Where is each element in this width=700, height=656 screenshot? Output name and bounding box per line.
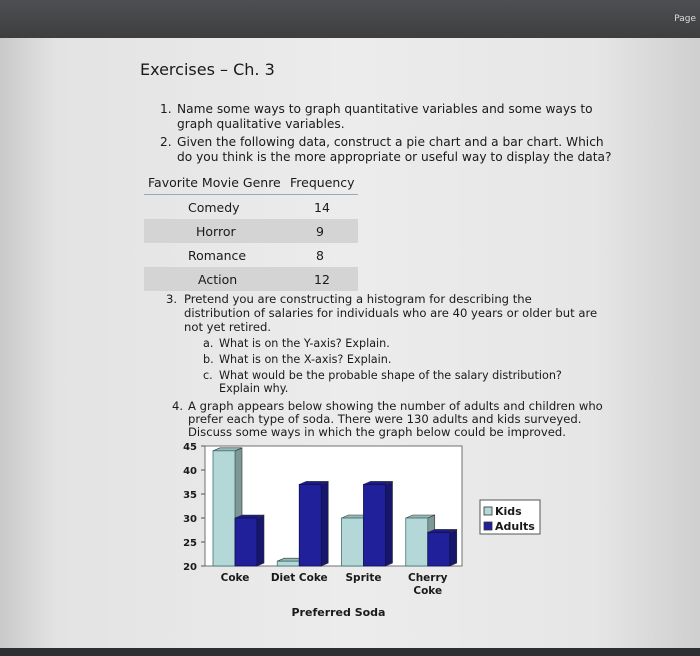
question-line: not yet retired. — [184, 320, 271, 334]
subitem-letter: a. — [203, 337, 214, 350]
bar-kids — [342, 518, 364, 566]
question-line: graph qualitative variables. — [177, 117, 345, 131]
question-line: distribution of salaries for individuals who are 40 years or older but are — [184, 306, 598, 320]
page-indicator[interactable]: Page — [674, 14, 696, 24]
x-tick-label: Diet Coke — [270, 572, 328, 584]
x-tick-label: Coke — [413, 585, 443, 597]
y-tick-label: 20 — [183, 562, 197, 573]
legend-label-kids: Kids — [495, 505, 522, 518]
legend-swatch-kids — [484, 507, 492, 515]
y-tick-label: 30 — [183, 514, 197, 525]
bar-adults — [299, 484, 321, 566]
bar-adults — [364, 484, 386, 566]
genre-cell: Romance — [188, 248, 247, 263]
x-tick-label: Sprite — [345, 572, 382, 584]
question-number: 4. — [172, 399, 184, 413]
genre-cell: Comedy — [188, 200, 240, 215]
table-row — [144, 267, 358, 291]
bar-adults — [235, 518, 257, 566]
table-row — [144, 243, 358, 267]
question-line: Given the following data, construct a pie chart and a bar chart. Which — [177, 135, 604, 149]
viewer-bottom-edge — [0, 648, 700, 656]
genre-cell: Horror — [196, 224, 236, 239]
question-3c — [203, 369, 593, 397]
question-2 — [160, 135, 630, 167]
frequency-cell: 14 — [314, 200, 330, 215]
column-header-frequency: Frequency — [290, 175, 355, 190]
frequency-cell: 9 — [316, 224, 324, 239]
subitem-line: What would be the probable shape of the salary distribution? — [219, 369, 562, 382]
bar-adults — [428, 532, 450, 566]
subitem-line: What is on the X-axis? Explain. — [219, 353, 392, 366]
question-4 — [172, 400, 622, 442]
question-3 — [166, 292, 636, 338]
question-number: 3. — [166, 292, 178, 306]
y-tick-label: 40 — [183, 466, 197, 477]
legend-label-adults: Adults — [495, 520, 535, 533]
question-3b — [203, 353, 503, 367]
subitem-letter: c. — [203, 369, 213, 382]
table-row — [144, 219, 358, 243]
chart-svg — [150, 438, 550, 628]
question-line: do you think is the more appropriate or useful way to display the data? — [177, 150, 612, 164]
legend-swatch-adults — [484, 522, 492, 530]
column-header-genre: Favorite Movie Genre — [148, 175, 281, 190]
table-row — [144, 195, 358, 219]
question-line: prefer each type of soda. There were 130 adults and kids surveyed. — [188, 412, 582, 426]
question-line: Pretend you are constructing a histogram for describing the — [184, 292, 532, 306]
question-line: A graph appears below showing the number of adults and children who — [188, 399, 603, 413]
subitem-line: What is on the Y-axis? Explain. — [219, 337, 390, 350]
bar-kids — [406, 518, 428, 566]
frequency-cell: 12 — [314, 272, 330, 287]
bar-side-adults — [386, 481, 393, 566]
soda-bar-chart — [150, 438, 550, 628]
question-line: Discuss some ways in which the graph below could be improved. — [188, 425, 566, 439]
y-tick-label: 25 — [183, 538, 197, 549]
question-1 — [160, 102, 620, 134]
viewer-toolbar — [0, 0, 700, 38]
bar-kids — [213, 451, 235, 566]
question-number: 1. — [160, 102, 172, 116]
bar-side-adults — [321, 481, 328, 566]
frequency-cell: 8 — [316, 248, 324, 263]
table-header-row — [144, 170, 358, 195]
question-number: 2. — [160, 135, 172, 149]
x-axis-label: Preferred Soda — [291, 606, 386, 619]
y-tick-label: 35 — [183, 490, 197, 501]
x-tick-label: Coke — [220, 572, 250, 584]
bar-side-adults — [257, 515, 264, 566]
subitem-letter: b. — [203, 353, 214, 366]
bar-side-adults — [450, 529, 457, 566]
genre-cell: Action — [198, 272, 238, 287]
question-3a — [203, 337, 503, 351]
genre-table — [144, 170, 358, 291]
subitem-line: Explain why. — [219, 382, 289, 395]
page-title: Exercises – Ch. 3 — [140, 60, 275, 79]
question-line: Name some ways to graph quantitative variables and some ways to — [177, 102, 593, 116]
x-tick-label: Cherry — [407, 572, 448, 584]
y-tick-label: 45 — [183, 442, 197, 453]
bar-kids — [277, 561, 299, 566]
